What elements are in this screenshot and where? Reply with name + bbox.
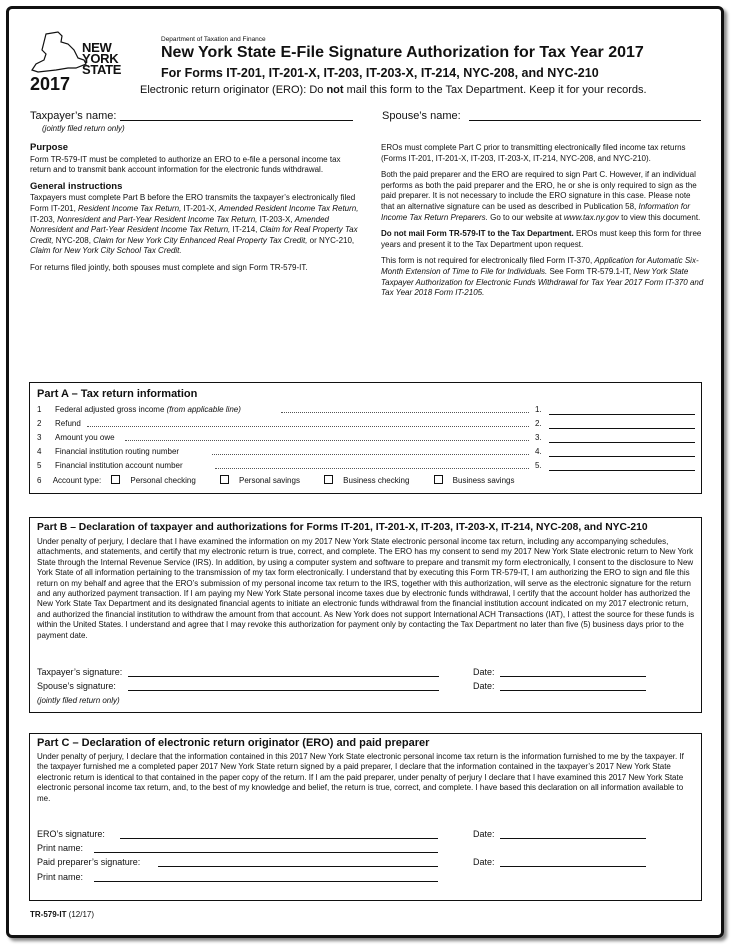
form-subtitle: For Forms IT-201, IT-201-X, IT-203, IT-203-X, IT-214, NYC-208, and NYC-210 [161, 66, 599, 80]
account-type-label: Account type: [52, 476, 102, 485]
text-span: NYC-208, [53, 235, 94, 245]
text-span: This form is not required for electronically filed Form IT-370, [381, 256, 595, 266]
logo-wordmark [82, 42, 121, 75]
spouse-date-field[interactable] [500, 690, 646, 691]
taxpayer-name-note: (jointly filed return only) [42, 124, 125, 133]
text-span: See Form TR-579.1-IT, [547, 266, 634, 276]
line-label [55, 405, 241, 414]
general-instructions-heading: General instructions [30, 180, 123, 192]
personal-checking-label: Personal checking [130, 476, 196, 485]
line-ref-number: 3. [535, 433, 542, 442]
right-col-p1: EROs must complete Part C prior to transmitting electronically filed income tax returns (Forms IT-201, IT-201-X, IT-203, IT-203-X, IT-214, NYC-208, and NYC-210). [381, 143, 686, 163]
label-text: Federal adjusted gross income [55, 405, 167, 414]
ero-date-field[interactable] [500, 838, 646, 839]
text-span: IT-203-X, [257, 214, 295, 224]
leader-dots [281, 412, 529, 413]
instructions-left-column [30, 143, 360, 280]
refund-field[interactable] [549, 428, 695, 429]
line-number: 5 [37, 461, 42, 470]
part-a-line-6 [37, 475, 697, 485]
spouse-date-label: Date: [473, 681, 495, 691]
part-b-declaration: Under penalty of perjury, I declare that I have examined the information on my 2017 New York State electronic personal income tax return, including any accompanying schedules, attachments, and statements, and certify that my electronic return is true, correct, and complete. The ERO has my consent to send my 2017 New York State electronic return to New York State through the Internal Revenue Service (IRS). In addition, by using a computer system and software to prepare and transmit my form electronically, I consent to the disclosure to New York State of all information pertaining to the transmission of my tax form electronically. I understand that by executing this Form TR-579-IT, I am authorizing the ERO to sign and file this return on my behalf and agree that the ERO’s submission of my personal income tax return to the IRS, together with this authorization, will serve as the electronic signature for the return and any authorized payment transaction. If I am paying my New York State personal income taxes due by electronic funds withdrawal, I certify that the account holder has authorized the New York State Tax Department and its designated financial agents to initiate an electronic funds withdrawal from the financial institution account indicated on my 2017 electronic return, and authorized the financial institution to withdraw the amount from that account. As New York does not support International ACH Transactions (IAT), I attest the source for these funds is within the United States. I understand and agree that I may revoke this authorization for payment only by contacting the Tax Department no later than five (5) business days prior to the payment date. [37, 537, 695, 640]
spouse-name-field[interactable] [469, 120, 701, 121]
leader-dots [212, 454, 529, 455]
personal-savings-label: Personal savings [239, 476, 300, 485]
taxpayer-name-field[interactable] [120, 120, 353, 121]
logo-line-york: YORK [82, 51, 119, 66]
logo-year: 2017 [30, 74, 71, 94]
preparer-signature-label: Paid preparer’s signature: [37, 857, 141, 867]
leader-dots [87, 426, 529, 427]
part-a-line-1 [37, 405, 697, 418]
general-instructions-p1 [30, 193, 360, 257]
right-col-p3 [381, 229, 706, 250]
business-checking-checkbox[interactable] [324, 475, 333, 484]
logo-line-new: NEW [82, 40, 112, 55]
department-name: Department of Taxation and Finance [161, 36, 266, 43]
amount-owed-field[interactable] [549, 442, 695, 443]
form-title-italic: Resident Income Tax Return, [78, 203, 182, 213]
spouse-signature-field[interactable] [128, 690, 439, 691]
form-title-italic: Claim for New York City School Tax Credit. [30, 246, 182, 256]
line-ref-number: 4. [535, 447, 542, 456]
text-span: Both the paid preparer and the ERO are required to sign Part C. However, if an individual performs as both the paid preparer and the ERO, he or she is only required to sign as the paid preparer. It is not necessary to include the ERO signature in this case. Please note that an alternative signature can be used as described in Publication 58, [381, 170, 697, 211]
part-a-line-4 [37, 447, 697, 460]
leader-dots [215, 468, 529, 469]
line-label: Refund [55, 419, 81, 428]
text-span: EROs must keep this form for three years and present it to the Tax Department upon request. [381, 229, 702, 249]
purpose-heading: Purpose [30, 142, 69, 153]
publication-title-italic: Information for Income Tax Return Preparers. [381, 201, 691, 222]
line-label: Amount you owe [55, 433, 115, 442]
form-title-italic: Amended Nonresident and Part-Year Resident Income Tax Return, [30, 214, 329, 235]
instructions-right-column [381, 143, 706, 305]
preparer-print-name-field[interactable] [94, 881, 438, 882]
line-label: Financial institution account number [55, 461, 183, 470]
part-a-line-5 [37, 461, 697, 474]
preparer-print-name-label: Print name: [37, 872, 84, 882]
part-c-declaration: Under penalty of perjury, I declare that the information contained in this 2017 New York State electronic personal income tax return is the information furnished to me by the taxpayer. If the taxpayer furnished me a completed paper 2017 New York State return signed by a paid preparer, I declare that the information contained in the taxpayer’s 2017 New York State electronic return is identical to that contained in the paper copy of the return. If I am the paid preparer, under penalty of perjury I declare that I have examined this 2017 New York State electronic personal income tax return, and, to the best of my knowledge and belief, the return is true, correct, and complete. I have based this declaration on all information available to me. [37, 752, 684, 803]
taxpayer-date-field[interactable] [500, 676, 646, 677]
do-not-mail-bold: Do not mail Form TR-579-IT to the Tax Department. [381, 229, 574, 239]
part-c-title: Part C – Declaration of electronic return originator (ERO) and paid preparer [37, 737, 430, 749]
line-label: Financial institution routing number [55, 447, 180, 456]
text-span: Taxpayers must complete Part B before the ERO transmits the taxpayer’s electronically filed Form IT-201, [30, 193, 356, 213]
line-number: 4 [37, 447, 42, 456]
line-number: 3 [37, 433, 42, 442]
spouse-signature-label: Spouse’s signature: [37, 681, 116, 691]
ero-print-name-label: Print name: [37, 843, 84, 853]
ero-print-name-field[interactable] [94, 852, 438, 853]
personal-checking-checkbox[interactable] [111, 475, 120, 484]
ero-suffix: mail this form to the Tax Department. Keep it for your records. [343, 84, 647, 96]
agi-field[interactable] [549, 414, 695, 415]
part-a-line-2 [37, 419, 697, 432]
ero-prefix: Electronic return originator (ERO): Do [140, 84, 327, 96]
line-number: 1 [37, 405, 42, 414]
routing-number-field[interactable] [549, 456, 695, 457]
ero-signature-field[interactable] [120, 838, 438, 839]
logo-line-state: STATE [82, 62, 122, 77]
part-b-title: Part B – Declaration of taxpayer and authorizations for Forms IT-201, IT-201-X, IT-203, IT-203-X, IT-214, NYC-208, and NYC-210 [37, 522, 648, 533]
website-link[interactable]: www.tax.ny.gov [563, 212, 619, 222]
preparer-signature-field[interactable] [158, 866, 438, 867]
purpose-text: Form TR-579-IT must be completed to authorize an ERO to e-file a personal income tax return and to transmit bank account information for the electronic funds withdrawal. [30, 154, 341, 175]
form-title-italic: New York State Taxpayer Authorization for Electronic Funds Withdrawal for Tax Year 2017 Form IT-370 and Tax Year 2018 Form IT-2105. [381, 266, 704, 298]
line-number: 6 [37, 476, 42, 485]
account-number-field[interactable] [549, 470, 695, 471]
form-title-italic: Amended Resident Income Tax Return, [218, 203, 359, 213]
leader-dots [125, 440, 529, 441]
form-id: TR-579-IT [30, 910, 67, 919]
preparer-date-field[interactable] [500, 866, 646, 867]
text-span: IT-201-X, [181, 203, 219, 213]
joint-return-note: (jointly filed return only) [37, 696, 120, 705]
text-span: Go to our website at [487, 212, 564, 222]
line-ref-number: 2. [535, 419, 542, 428]
taxpayer-date-label: Date: [473, 667, 495, 677]
form-revision: (12/17) [66, 910, 95, 919]
line-number: 2 [37, 419, 42, 428]
line-ref-number: 1. [535, 405, 542, 414]
right-col-p2 [381, 170, 706, 223]
taxpayer-signature-label: Taxpayer’s signature: [37, 667, 123, 677]
business-savings-checkbox[interactable] [434, 475, 443, 484]
text-span: IT-203, [30, 214, 58, 224]
personal-savings-checkbox[interactable] [220, 475, 229, 484]
label-note: (from applicable line) [166, 405, 241, 414]
form-title-italic: Application for Automatic Six-Month Extension of Time to File for Individuals. [381, 256, 699, 276]
nys-logo [28, 30, 133, 95]
part-a-title: Part A – Tax return information [37, 388, 198, 400]
taxpayer-signature-field[interactable] [128, 676, 439, 677]
text-span: to view this document. [618, 212, 701, 222]
ero-not: not [326, 84, 344, 96]
line-ref-number: 5. [535, 461, 542, 470]
text-span: or NYC-210, [307, 235, 355, 245]
ero-instruction [140, 84, 647, 96]
form-title-italic: Claim for New York City Enhanced Real Property Tax Credit, [93, 235, 308, 245]
preparer-date-label: Date: [473, 857, 495, 867]
taxpayer-name-label: Taxpayer’s name: [30, 110, 117, 122]
part-a-line-3 [37, 433, 697, 446]
form-title: New York State E-File Signature Authorization for Tax Year 2017 [161, 44, 644, 61]
spouse-name-label: Spouse’s name: [382, 110, 461, 122]
business-savings-label: Business savings [452, 476, 515, 485]
ero-signature-label: ERO’s signature: [37, 829, 105, 839]
form-footer-id [30, 910, 94, 919]
new-york-state-outline-icon [28, 30, 88, 80]
form-title-italic: Nonresident and Part-Year Resident Income Tax Return, [57, 214, 258, 224]
general-instructions-p2: For returns filed jointly, both spouses must complete and sign Form TR-579-IT. [30, 262, 308, 272]
business-checking-label: Business checking [343, 476, 410, 485]
ero-date-label: Date: [473, 829, 495, 839]
form-title-italic: Claim for Real Property Tax Credit, [30, 225, 358, 245]
right-col-p4 [381, 256, 706, 298]
text-span: IT-214, [230, 225, 260, 235]
